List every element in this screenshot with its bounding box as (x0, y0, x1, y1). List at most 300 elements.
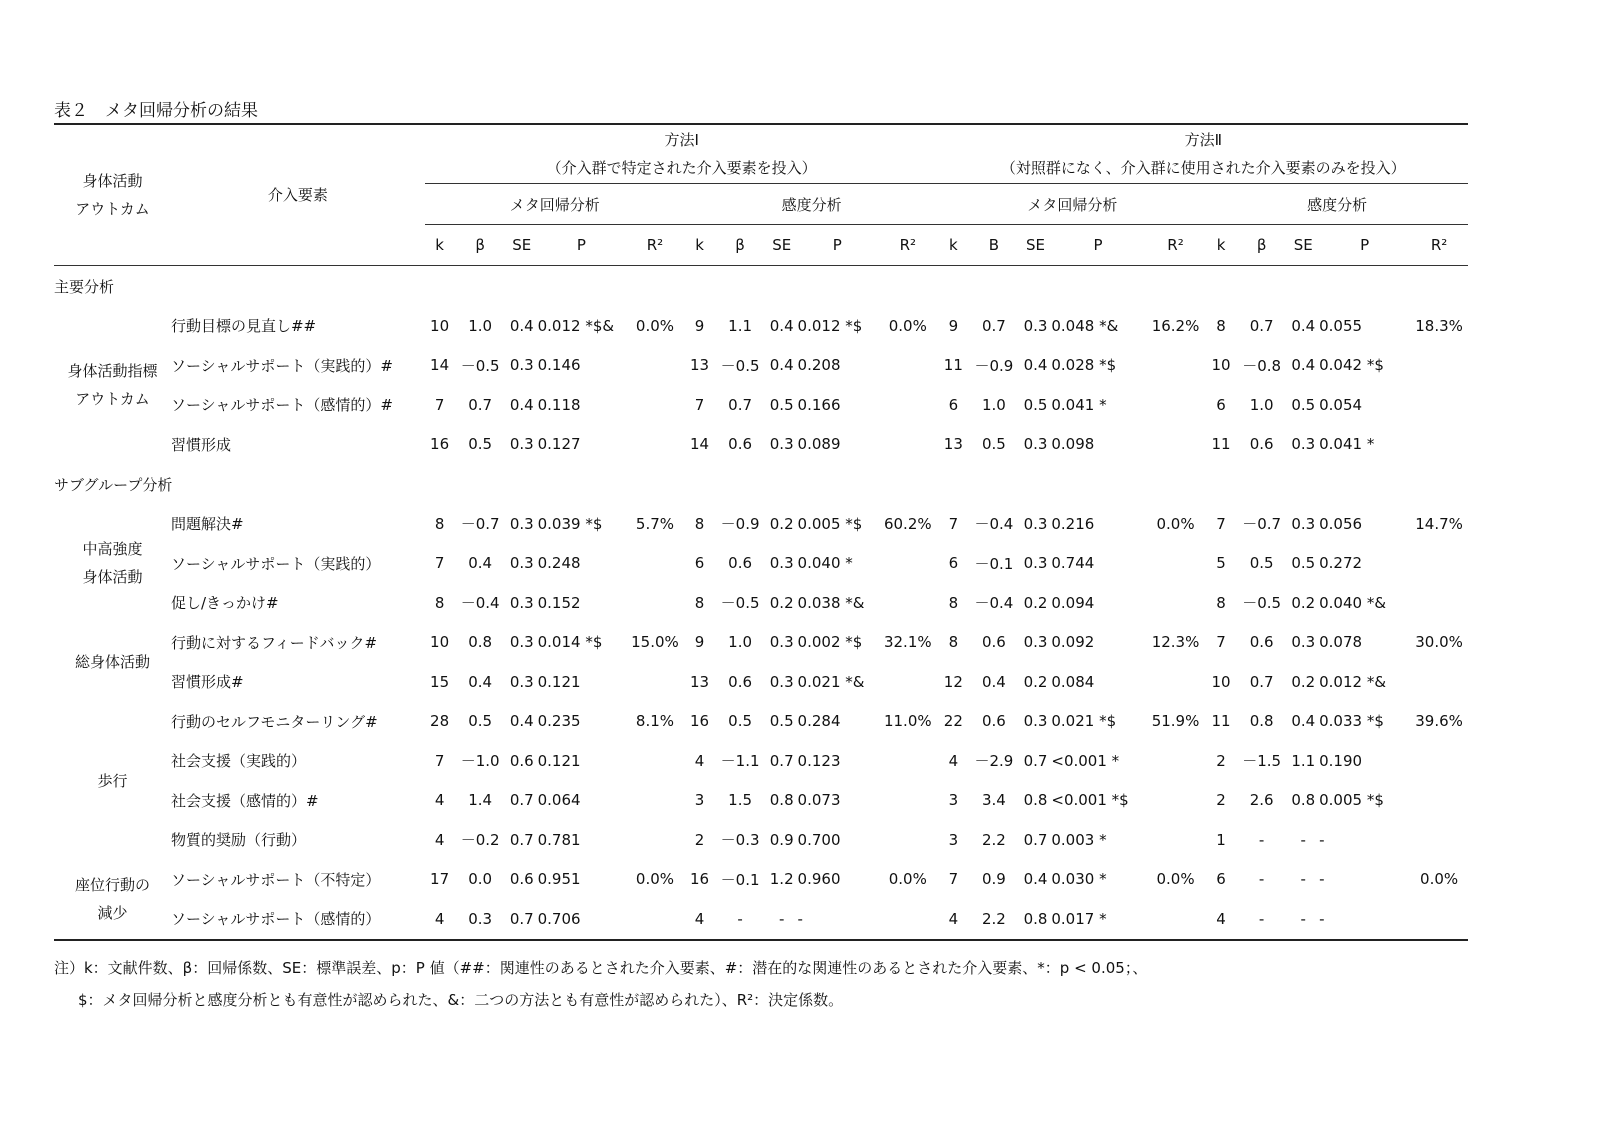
value-cell: 0.706 (538, 899, 626, 940)
value-cell: 10 (430, 316, 450, 335)
value-cell: - (1319, 830, 1325, 849)
value-cell: 1.0 (468, 316, 493, 335)
value-cell (625, 781, 685, 821)
element-cell: ソーシャルサポート（感情的） (171, 899, 425, 940)
value-cell: －0.7 (1242, 515, 1282, 534)
value-cell (877, 781, 938, 821)
value-cell: 0.9 (769, 830, 794, 849)
value-cell: 16 (689, 712, 710, 731)
value-cell: 0.8 (1020, 899, 1052, 940)
section-label: サブグループ分析 (54, 475, 173, 494)
value-cell: 0.3 (769, 633, 794, 652)
element-cell: 社会支援（実践的） (170, 752, 306, 771)
value-cell: 1.4 (468, 791, 493, 810)
table-row (54, 385, 1468, 425)
value-cell: 0.3 (509, 554, 534, 573)
value-cell: 0.005 *$ (1319, 791, 1384, 810)
table-row (54, 346, 1468, 386)
value-cell: 3.4 (981, 791, 1006, 810)
value-cell: 0.064 (537, 791, 581, 810)
element-cell: 促し/きっかけ# (170, 594, 279, 613)
value-cell: －0.3 (720, 831, 760, 850)
value-cell: 0.9 (981, 870, 1006, 889)
table-row (54, 583, 1468, 623)
value-cell: 0.127 (537, 435, 581, 454)
column-header: R² (1145, 225, 1206, 266)
outcome-cell (54, 504, 171, 623)
footnote-line1: 注）k：文献件数、β：回帰係数、SE：標準誤差、p：P 値（##：関連性のあるとされた介入要素、#：潜在的な関連性のあるとされた介入要素、*：p < 0.05；、 (54, 959, 1148, 977)
outcome-cell (54, 860, 171, 940)
value-cell: - (1258, 830, 1265, 849)
value-cell (625, 741, 685, 781)
outcome-label: アウトカム (75, 390, 150, 408)
value-cell: －0.7 (460, 515, 500, 534)
value-cell: 5 (1216, 554, 1226, 573)
value-cell: 0.284 (797, 712, 841, 731)
value-cell: 9 (948, 316, 959, 335)
value-cell: 0.0% (888, 316, 927, 335)
value-cell: 10 (1211, 356, 1231, 375)
value-cell: - (798, 899, 878, 940)
value-cell: 0.3 (1291, 514, 1316, 533)
outcome-cell (54, 306, 171, 464)
column-header: R² (625, 225, 685, 266)
value-cell: 0.7 (509, 791, 534, 810)
value-cell: 6 (1216, 870, 1226, 889)
method1-header: 方法Ⅰ （介入群で特定された介入要素を投入） (425, 124, 939, 184)
value-cell (625, 662, 685, 702)
value-cell: 0.5 (468, 435, 493, 454)
value-cell: 0.121 (537, 751, 581, 770)
value-cell (625, 346, 685, 386)
value-cell: 1.5 (728, 791, 753, 810)
element-cell: 行動に対するフィードバック# (170, 633, 378, 652)
value-cell: 0.5 (1249, 554, 1274, 573)
value-cell: 0.118 (537, 395, 581, 414)
value-cell: 0.033 *$ (1319, 712, 1384, 731)
meta-regression-table (54, 123, 1468, 941)
table-row (54, 741, 1468, 781)
table-row (54, 425, 1468, 465)
value-cell: 1.0 (981, 395, 1006, 414)
value-cell: 0.5 (1291, 395, 1316, 414)
method2-header: 方法Ⅱ （対照群になく、介入群に使用された介入要素のみを投入） (939, 124, 1468, 184)
value-cell: －1.0 (460, 752, 500, 771)
column-header: R² (877, 225, 938, 266)
value-cell: 0.092 (1051, 633, 1095, 652)
value-cell: 17 (430, 870, 450, 889)
value-cell: 60.2% (883, 514, 932, 533)
value-cell: 0.2 (1291, 593, 1316, 612)
value-cell: 0.190 (1319, 751, 1363, 770)
value-cell: 0.2 (1023, 672, 1048, 691)
value-cell: 0.005 *$ (797, 514, 863, 533)
value-cell: 0.744 (1051, 554, 1095, 573)
element-cell: 行動のセルフモニターリング# (170, 712, 378, 731)
element-cell: 習慣形成 (170, 435, 231, 454)
element-cell: 社会支援（感情的）# (170, 791, 319, 810)
value-cell: 0.014 *$ (537, 633, 603, 652)
table-row (54, 860, 1468, 900)
value-cell: 0.0% (635, 870, 675, 889)
value-cell: 0.0% (888, 870, 927, 889)
value-cell (1145, 741, 1206, 781)
element-cell: 行動目標の見直し## (170, 317, 317, 336)
value-cell: 4 (1206, 899, 1236, 940)
value-cell: 8 (434, 514, 445, 533)
value-cell (1145, 385, 1206, 425)
value-cell: 0.3 (769, 435, 794, 454)
value-cell: 14 (430, 356, 450, 375)
outcome-cell (54, 623, 171, 702)
value-cell: 32.1% (883, 633, 932, 652)
value-cell: 0.048 *& (1051, 316, 1119, 335)
value-cell: 0.2 (1291, 672, 1316, 691)
column-header: P (1319, 225, 1410, 266)
value-cell: －0.9 (720, 515, 760, 534)
value-cell: 0.098 (1051, 435, 1095, 454)
column-header: β (714, 225, 766, 266)
outcome-label: 身体活動指標 (67, 362, 158, 380)
value-cell: 2 (694, 830, 705, 849)
value-cell: 0.028 *$ (1051, 356, 1117, 375)
element-cell: 習慣形成# (170, 673, 244, 692)
value-cell: 0.2 (769, 514, 794, 533)
value-cell: 0.5 (769, 712, 794, 731)
value-cell: 0.7 (769, 751, 794, 770)
outcome-label: 歩行 (97, 771, 128, 790)
value-cell: 7 (1216, 514, 1226, 533)
value-cell: 0.7 (468, 395, 493, 414)
outcome-label: 身体活動 (82, 568, 143, 587)
column-header: R² (1410, 225, 1468, 266)
value-cell (877, 425, 938, 465)
value-cell: 0.4 (769, 316, 794, 335)
value-cell: 2 (1216, 751, 1226, 770)
value-cell (1410, 741, 1468, 781)
value-cell: 0.235 (537, 712, 581, 731)
value-cell: 30.0% (1415, 633, 1463, 652)
value-cell: 10 (1211, 672, 1231, 691)
value-cell: 0.2 (769, 593, 794, 612)
value-cell: 0.0% (1420, 870, 1459, 889)
value-cell: 0.8 (468, 633, 493, 652)
value-cell: 0.5 (728, 712, 753, 731)
value-cell: 8 (948, 593, 959, 612)
sub-header: メタ回帰分析 (425, 184, 685, 225)
value-cell: 4 (425, 899, 455, 940)
value-cell: 1.0 (728, 633, 753, 652)
value-cell (625, 385, 685, 425)
value-cell: 0.4 (509, 712, 534, 731)
table-caption: 表２ メタ回帰分析の結果 (54, 101, 258, 121)
table-row (54, 662, 1468, 702)
value-cell: 0.017 * (1051, 899, 1144, 940)
element-cell: 物質的奨励（行動） (170, 831, 306, 850)
value-cell (877, 741, 938, 781)
value-cell (1410, 781, 1468, 821)
value-cell: 0.056 (1319, 514, 1363, 533)
value-cell: 0.5 (769, 395, 794, 414)
value-cell: - (766, 899, 798, 940)
value-cell: 0.8 (1023, 791, 1048, 810)
value-cell: 0.3 (509, 672, 534, 691)
value-cell: 15 (430, 672, 450, 691)
value-cell: 11 (1211, 712, 1231, 731)
column-header: P (1051, 225, 1144, 266)
value-cell: 0.002 *$ (797, 633, 863, 652)
column-header: k (685, 225, 715, 266)
value-cell (625, 820, 685, 860)
value-cell (625, 425, 685, 465)
value-cell: 0.4 (468, 554, 493, 573)
value-cell: 13 (943, 435, 963, 454)
value-cell: 0.3 (1023, 514, 1048, 533)
value-cell: 4 (948, 751, 959, 770)
value-cell (1410, 820, 1468, 860)
value-cell: 0.6 (728, 435, 753, 454)
value-cell: 0.4 (509, 395, 534, 414)
value-cell: 0.6 (728, 554, 753, 573)
value-cell: －0.8 (1242, 356, 1282, 375)
table-row (54, 899, 1468, 940)
column-header: B (968, 225, 1020, 266)
value-cell: 4 (434, 830, 445, 849)
value-cell: 0.5 (1291, 554, 1316, 573)
value-cell: 0.6 (509, 751, 534, 770)
value-cell (1410, 346, 1468, 386)
value-cell: 8.1% (635, 712, 675, 731)
value-cell (1145, 346, 1206, 386)
value-cell: - (1319, 870, 1325, 889)
value-cell: 0.8 (1291, 791, 1316, 810)
value-cell (1410, 385, 1468, 425)
value-cell (877, 583, 938, 623)
value-cell: 0.041 * (1051, 395, 1107, 414)
value-cell: 0.041 * (1319, 435, 1375, 454)
value-cell: <0.001 *$ (1051, 791, 1129, 810)
value-cell: 0.7 (728, 395, 753, 414)
value-cell: 16 (689, 870, 710, 889)
value-cell: 0.121 (537, 672, 581, 691)
value-cell: 12 (943, 672, 963, 691)
value-cell: 0.3 (1023, 554, 1048, 573)
column-header: P (538, 225, 626, 266)
value-cell: 0.3 (1023, 316, 1048, 335)
value-cell (1410, 544, 1468, 584)
value-cell: 14.7% (1415, 514, 1463, 533)
value-cell: 0.3 (454, 899, 506, 940)
value-cell: 0.040 * (797, 554, 853, 573)
value-cell: 0.6 (728, 672, 753, 691)
value-cell (877, 662, 938, 702)
value-cell: 0.700 (797, 830, 841, 849)
value-cell: 12.3% (1151, 633, 1200, 652)
value-cell (877, 385, 938, 425)
column-header: k (939, 225, 969, 266)
value-cell: 0.078 (1319, 633, 1363, 652)
value-cell: 14 (689, 435, 710, 454)
value-cell: 0.272 (1319, 554, 1363, 573)
value-cell: 0.5 (468, 712, 493, 731)
value-cell: 0.4 (509, 316, 534, 335)
value-cell: 0.3 (509, 356, 534, 375)
value-cell: 7 (1216, 633, 1226, 652)
value-cell: 16.2% (1151, 316, 1200, 335)
table-row (54, 781, 1468, 821)
value-cell: 0.781 (537, 830, 581, 849)
column-header: β (454, 225, 506, 266)
sub-header: 感度分析 (1206, 184, 1468, 225)
sub-header: 感度分析 (685, 184, 939, 225)
value-cell: 0.6 (981, 633, 1006, 652)
value-cell: 6 (948, 395, 959, 414)
value-cell: 0.040 *& (1319, 593, 1387, 612)
value-cell: 1.2 (769, 870, 794, 889)
value-cell: －0.1 (720, 870, 760, 889)
value-cell: 0.055 (1319, 316, 1363, 335)
value-cell: 0.038 *& (797, 593, 865, 612)
value-cell: 0.3 (1291, 633, 1316, 652)
value-cell: 4 (694, 751, 705, 770)
value-cell: 11 (943, 356, 963, 375)
value-cell (1145, 899, 1206, 940)
table-row (54, 702, 1468, 742)
value-cell (625, 899, 685, 940)
value-cell: 4 (434, 791, 445, 810)
table-row (54, 306, 1468, 346)
value-cell: 39.6% (1415, 712, 1463, 731)
value-cell: 0.039 *$ (537, 514, 603, 533)
column-header: SE (766, 225, 798, 266)
value-cell: 0.5 (1023, 395, 1048, 414)
value-cell (1410, 425, 1468, 465)
section-label: 主要分析 (54, 277, 115, 296)
element-cell: ソーシャルサポート（実践的）# (170, 356, 393, 375)
value-cell: 0.089 (797, 435, 841, 454)
footnote-line2: $：メタ回帰分析と感度分析とも有意性が認められた、&：二つの方法とも有意性が認められた）、R²：決定係数。 (78, 991, 844, 1009)
value-cell: 0.7 (1023, 830, 1048, 849)
value-cell: －0.4 (974, 594, 1014, 613)
column-header: k (1206, 225, 1236, 266)
value-cell: 0.123 (797, 751, 841, 770)
value-cell: 0.7 (981, 316, 1006, 335)
value-cell: 0.030 * (1051, 870, 1107, 889)
column-header: SE (1287, 225, 1319, 266)
value-cell (1410, 662, 1468, 702)
value-cell (877, 346, 938, 386)
value-cell: 0.012 *$& (537, 316, 615, 335)
value-cell: 0.4 (1291, 712, 1316, 731)
value-cell: 0.3 (509, 633, 534, 652)
value-cell: －0.4 (974, 515, 1014, 534)
value-cell: 8 (434, 593, 445, 612)
value-cell: 0.4 (1023, 870, 1048, 889)
value-cell: 7 (434, 751, 445, 770)
value-cell: - (1287, 899, 1319, 940)
value-cell: 0.951 (537, 870, 581, 889)
outcome-cell (54, 702, 171, 860)
outcome-header: 身体活動 アウトカム (54, 124, 171, 266)
value-cell (877, 544, 938, 584)
value-cell: 3 (694, 791, 705, 810)
value-cell: 10 (430, 633, 450, 652)
table-row (54, 820, 1468, 860)
column-header: β (1236, 225, 1288, 266)
value-cell: 0.6 (1249, 435, 1274, 454)
value-cell: 22 (943, 712, 963, 731)
value-cell: - (1300, 870, 1306, 889)
value-cell: 13 (689, 356, 710, 375)
value-cell: 0.4 (981, 672, 1006, 691)
value-cell: 7 (434, 395, 445, 414)
value-cell: 0.3 (1023, 435, 1048, 454)
value-cell: 13 (689, 672, 710, 691)
value-cell (625, 544, 685, 584)
value-cell: 7 (434, 554, 445, 573)
value-cell: 8 (1216, 593, 1226, 612)
value-cell: 0.094 (1051, 593, 1095, 612)
value-cell: －0.5 (1242, 594, 1282, 613)
value-cell: - (1319, 899, 1410, 940)
table-row (54, 504, 1468, 544)
value-cell: - (1258, 870, 1265, 889)
value-cell: 0.208 (797, 356, 841, 375)
value-cell: 0.4 (468, 672, 493, 691)
outcome-label: 減少 (97, 904, 128, 922)
value-cell: 0.003 * (1051, 830, 1107, 849)
value-cell: 0.6 (1249, 633, 1274, 652)
value-cell: 28 (430, 712, 450, 731)
value-cell (1145, 662, 1206, 702)
value-cell: 0.6 (981, 712, 1006, 731)
value-cell: 1.1 (728, 316, 753, 335)
value-cell: 7 (948, 514, 959, 533)
value-cell: 0.073 (797, 791, 841, 810)
value-cell: 11.0% (883, 712, 932, 731)
value-cell: 5.7% (635, 514, 675, 533)
value-cell: 0.960 (797, 870, 841, 889)
element-cell: ソーシャルサポート（実践的） (170, 554, 381, 573)
value-cell: 0.7 (1249, 672, 1274, 691)
value-cell: －0.5 (720, 356, 760, 375)
value-cell: 0.021 *$ (1051, 712, 1117, 731)
value-cell: 0.7 (1249, 316, 1274, 335)
value-cell: 0.4 (1291, 356, 1316, 375)
value-cell: 6 (694, 554, 705, 573)
value-cell: 0.3 (1291, 435, 1316, 454)
value-cell: －2.9 (974, 752, 1014, 771)
element-cell: ソーシャルサポート（感情的）# (170, 396, 393, 415)
element-cell: 問題解決# (170, 515, 244, 534)
value-cell (877, 899, 938, 940)
value-cell: 0.3 (1023, 633, 1048, 652)
value-cell: 0.7 (1023, 751, 1048, 770)
value-cell: 0.042 *$ (1319, 356, 1384, 375)
column-header: SE (1020, 225, 1052, 266)
column-header: k (425, 225, 455, 266)
value-cell: - (1300, 830, 1306, 849)
value-cell: 8 (694, 514, 705, 533)
value-cell (1410, 583, 1468, 623)
outcome-label: 総身体活動 (74, 653, 150, 671)
value-cell: 0.0% (1156, 514, 1195, 533)
value-cell: 0.3 (1023, 712, 1048, 731)
value-cell (1145, 781, 1206, 821)
value-cell: 0.216 (1051, 514, 1095, 533)
value-cell: －0.5 (720, 594, 760, 613)
outcome-label: 座位行動の (74, 876, 150, 894)
